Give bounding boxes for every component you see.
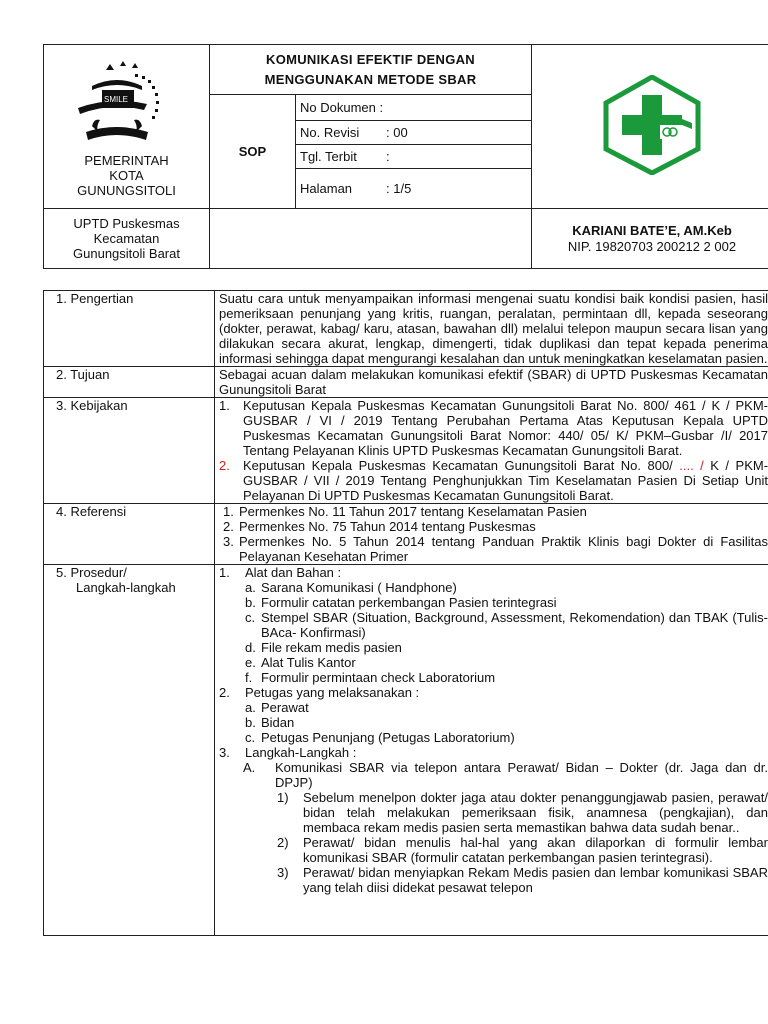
list-item: 3. Permenkes No. 5 Tahun 2014 tentang Panduan Praktik Klinis bagi Dokter di Fasilitas Pelayanan Kesehatan Primer: [223, 534, 768, 564]
signatory: [532, 209, 768, 269]
list-item: 3) Perawat/ bidan menyiapkan Rekam Medis pasien dan lembar komunikasi SBAR yang telah diisi didekat pesawat telepon: [277, 865, 768, 895]
list-item: 2. Petugas yang melaksanakan :: [219, 685, 420, 700]
signer-name: KARIANI BATE’E, AM.Keb: [572, 222, 732, 238]
sop-content-table: [43, 290, 768, 936]
list-item: a. Sarana Komunikasi ( Handphone): [245, 580, 457, 595]
puskesmas-logo-cell: [532, 45, 768, 209]
list-item: 2. Permenkes No. 75 Tahun 2014 tentang Puskesmas: [223, 519, 536, 534]
sop-label: SOP: [210, 95, 296, 209]
list-item: d. File rekam medis pasien: [245, 640, 402, 655]
list-item: 1) Sebelum menelpon dokter jaga atau dokter penanggungjawab pasien, perawat/ bidan telah melakukan pemeriksaan fisik, anamnesa (pengkajian), dan membaca rekam medis pasien serta memastikan bahwa data sudah benar..: [277, 790, 768, 835]
section-prosedur: 5. Prosedur/ Langkah-langkah 1. Alat dan Bahan : a. Sarana Komunikasi ( Handphone) b. Formulir catatan perkembangan Pasien terintegrasi c. Stempel SBAR (Situation, Background, Assessment, Rekomendation) dan TBAK (Tulis- BAca- Konfirmasi) d. File rekam medis pasien e. Alat Tulis Kantor f. Formulir permintaan check Laboratorium 2. Petugas yang melaksanakan : a. Perawat b. Bidan c. Petugas Penunjang (Petugas Laboratorium) 3. Langkah-Langkah : A. Komunikasi SBAR via telepon antara Perawat/ Bidan – Dokter (dr. Jaga dan dr. DPJP) 1) Sebelum menelpon dokter jaga atau dokter penanggungjawab pasien, perawat/ bidan telah melakukan pemeriksaan fisik, anamnesa (pengkajian), dan membaca rekam medis pasien serta memastikan bahwa data sudah benar.. 2) Perawat/ bidan menulis hal-hal yang akan dilaporkan di formulir lembar komunikasi SBAR (formulir catatan perkembangan pasien terintegrasi). 3) Perawat/ bidan menyiapkan Rekam Medis pasien dan lembar komunikasi SBAR yang telah diisi didekat pesawat telepon: [44, 565, 768, 936]
government-name: PEMERINTAH KOTA GUNUNGSITOLI: [77, 152, 176, 198]
list-item: 3. Langkah-Langkah :: [219, 745, 357, 760]
list-item: 1. Keputusan Kepala Puskesmas Kecamatan Gunungsitoli Barat No. 800/ 461 / K / PKM-GUSBAR / VI / 2019 Tentang Perubahan Pertama Atas Keputusan Kepala UPTD Puskesmas Kecamatan Gunungsitoli Barat Nomor: 440/ 05/ K/ PKM–Gusbar /I/ 2017 Tentang Pelayanan Klinis UPTD Puskesmas Kecamatan Gunungsitoli Barat.: [219, 398, 768, 458]
empty-cell: [210, 209, 532, 269]
list-item: c. Stempel SBAR (Situation, Background, Assessment, Rekomendation) dan TBAK (Tulis- BAca- Konfirmasi): [245, 610, 768, 640]
meta-no-dokumen: No Dokumen :: [296, 95, 532, 121]
meta-tgl-terbit: Tgl. Terbit :: [296, 145, 532, 169]
section-tujuan: 2. Tujuan Sebagai acuan dalam melakukan komunikasi efektif (SBAR) di UPTD Puskesmas Kecamatan Gunungsitoli Barat: [44, 367, 768, 398]
government-logo-cell: [44, 45, 210, 209]
list-item: c. Petugas Penunjang (Petugas Laboratorium): [245, 730, 515, 745]
list-item: 1. Alat dan Bahan :: [219, 565, 342, 580]
gunungsitoli-emblem-icon: [72, 56, 182, 148]
list-item: A. Komunikasi SBAR via telepon antara Perawat/ Bidan – Dokter (dr. Jaga dan dr. DPJP): [243, 760, 768, 790]
svg-text:SMILE: SMILE: [103, 94, 128, 104]
meta-no-revisi: No. Revisi : 00: [296, 121, 532, 145]
list-item: e. Alat Tulis Kantor: [245, 655, 356, 670]
signer-nip: NIP. 19820703 200212 2 002: [567, 238, 737, 254]
tujuan-text: Sebagai acuan dalam melakukan komunikasi efektif (SBAR) di UPTD Puskesmas Kecamatan Gunungsitoli Barat: [215, 367, 768, 398]
list-item: 2) Perawat/ bidan menulis hal-hal yang akan dilaporkan di formulir lembar komunikasi SBAR (formulir catatan perkembangan pasien terintegrasi).: [277, 835, 768, 865]
meta-halaman: Halaman : 1/5: [296, 169, 532, 209]
section-pengertian: 1. Pengertian Suatu cara untuk menyampaikan informasi mengenai suatu kondisi baik kondisi pasien, hasil pemeriksaan penunjang yang kritis, ruangan, peralatan, permintaan dll, kepada seseorang (dokter, perawat, kabag/ karu, atasan, bawahan dll) melalui telepon maupun secara lisan yang dilakukan secara akurat, lengkap, dimengerti, tidak duplikasi dan tepat kepada penerima informasi sehingga dapat mengurangi kesalahan dan untuk meningkatkan keselamatan pasien.: [44, 291, 768, 367]
list-item: 1. Permenkes No. 11 Tahun 2017 tentang Keselamatan Pasien: [223, 504, 587, 519]
document-title: KOMUNIKASI EFEKTIF DENGAN MENGGUNAKAN METODE SBAR: [210, 45, 532, 95]
list-item: b. Bidan: [245, 715, 295, 730]
section-referensi: 4. Referensi 1. Permenkes No. 11 Tahun 2017 tentang Keselamatan Pasien 2. Permenkes No. 75 Tahun 2014 tentang Puskesmas 3. Permenkes No. 5 Tahun 2014 tentang Panduan Praktik Klinis bagi Dokter di Fasilitas Pelayanan Kesehatan Primer: [44, 504, 768, 565]
pengertian-text: Suatu cara untuk menyampaikan informasi mengenai suatu kondisi baik kondisi pasien, hasil pemeriksaan penunjang yang kritis, ruangan, peralatan, permintaan dll, kepada seseorang (dokter, perawat, kabag/ karu, atasan, bawahan dll) melalui telepon maupun secara lisan yang dilakukan secara akurat, lengkap, dimengerti, tidak duplikasi dan tepat kepada penerima informasi sehingga dapat mengurangi kesalahan dan untuk meningkatkan keselamatan pasien.: [215, 291, 768, 367]
section-kebijakan: 3. Kebijakan 1. Keputusan Kepala Puskesmas Kecamatan Gunungsitoli Barat No. 800/ 461 / K / PKM-GUSBAR / VI / 2019 Tentang Perubahan Pertama Atas Keputusan Kepala UPTD Puskesmas Kecamatan Gunungsitoli Barat Nomor: 440/ 05/ K/ PKM–Gusbar /I/ 2017 Tentang Pelayanan Klinis UPTD Puskesmas Kecamatan Gunungsitoli Barat. 2. Keputusan Kepala Puskesmas Kecamatan Gunungsitoli Barat No. 800/ .... / K / PKM-GUSBAR / VII / 2019 Tentang Penghunjukkan Tim Keselamatan Pasien Di Setiap Unit Pelayanan Di UPTD Puskesmas Kecamatan Gunungsitoli Barat.: [44, 398, 768, 504]
sop-header-table: [43, 44, 768, 269]
list-item: 2. Keputusan Kepala Puskesmas Kecamatan Gunungsitoli Barat No. 800/ .... / K / PKM-GUSBAR / VII / 2019 Tentang Penghunjukkan Tim Keselamatan Pasien Di Setiap Unit Pelayanan Di UPTD Puskesmas Kecamatan Gunungsitoli Barat.: [219, 458, 768, 503]
unit-name: UPTD Puskesmas Kecamatan Gunungsitoli Barat: [44, 209, 210, 269]
puskesmas-logo-icon: [600, 75, 704, 175]
list-item: b. Formulir catatan perkembangan Pasien terintegrasi: [245, 595, 557, 610]
list-item: a. Perawat: [245, 700, 309, 715]
list-item: f. Formulir permintaan check Laboratorium: [245, 670, 496, 685]
